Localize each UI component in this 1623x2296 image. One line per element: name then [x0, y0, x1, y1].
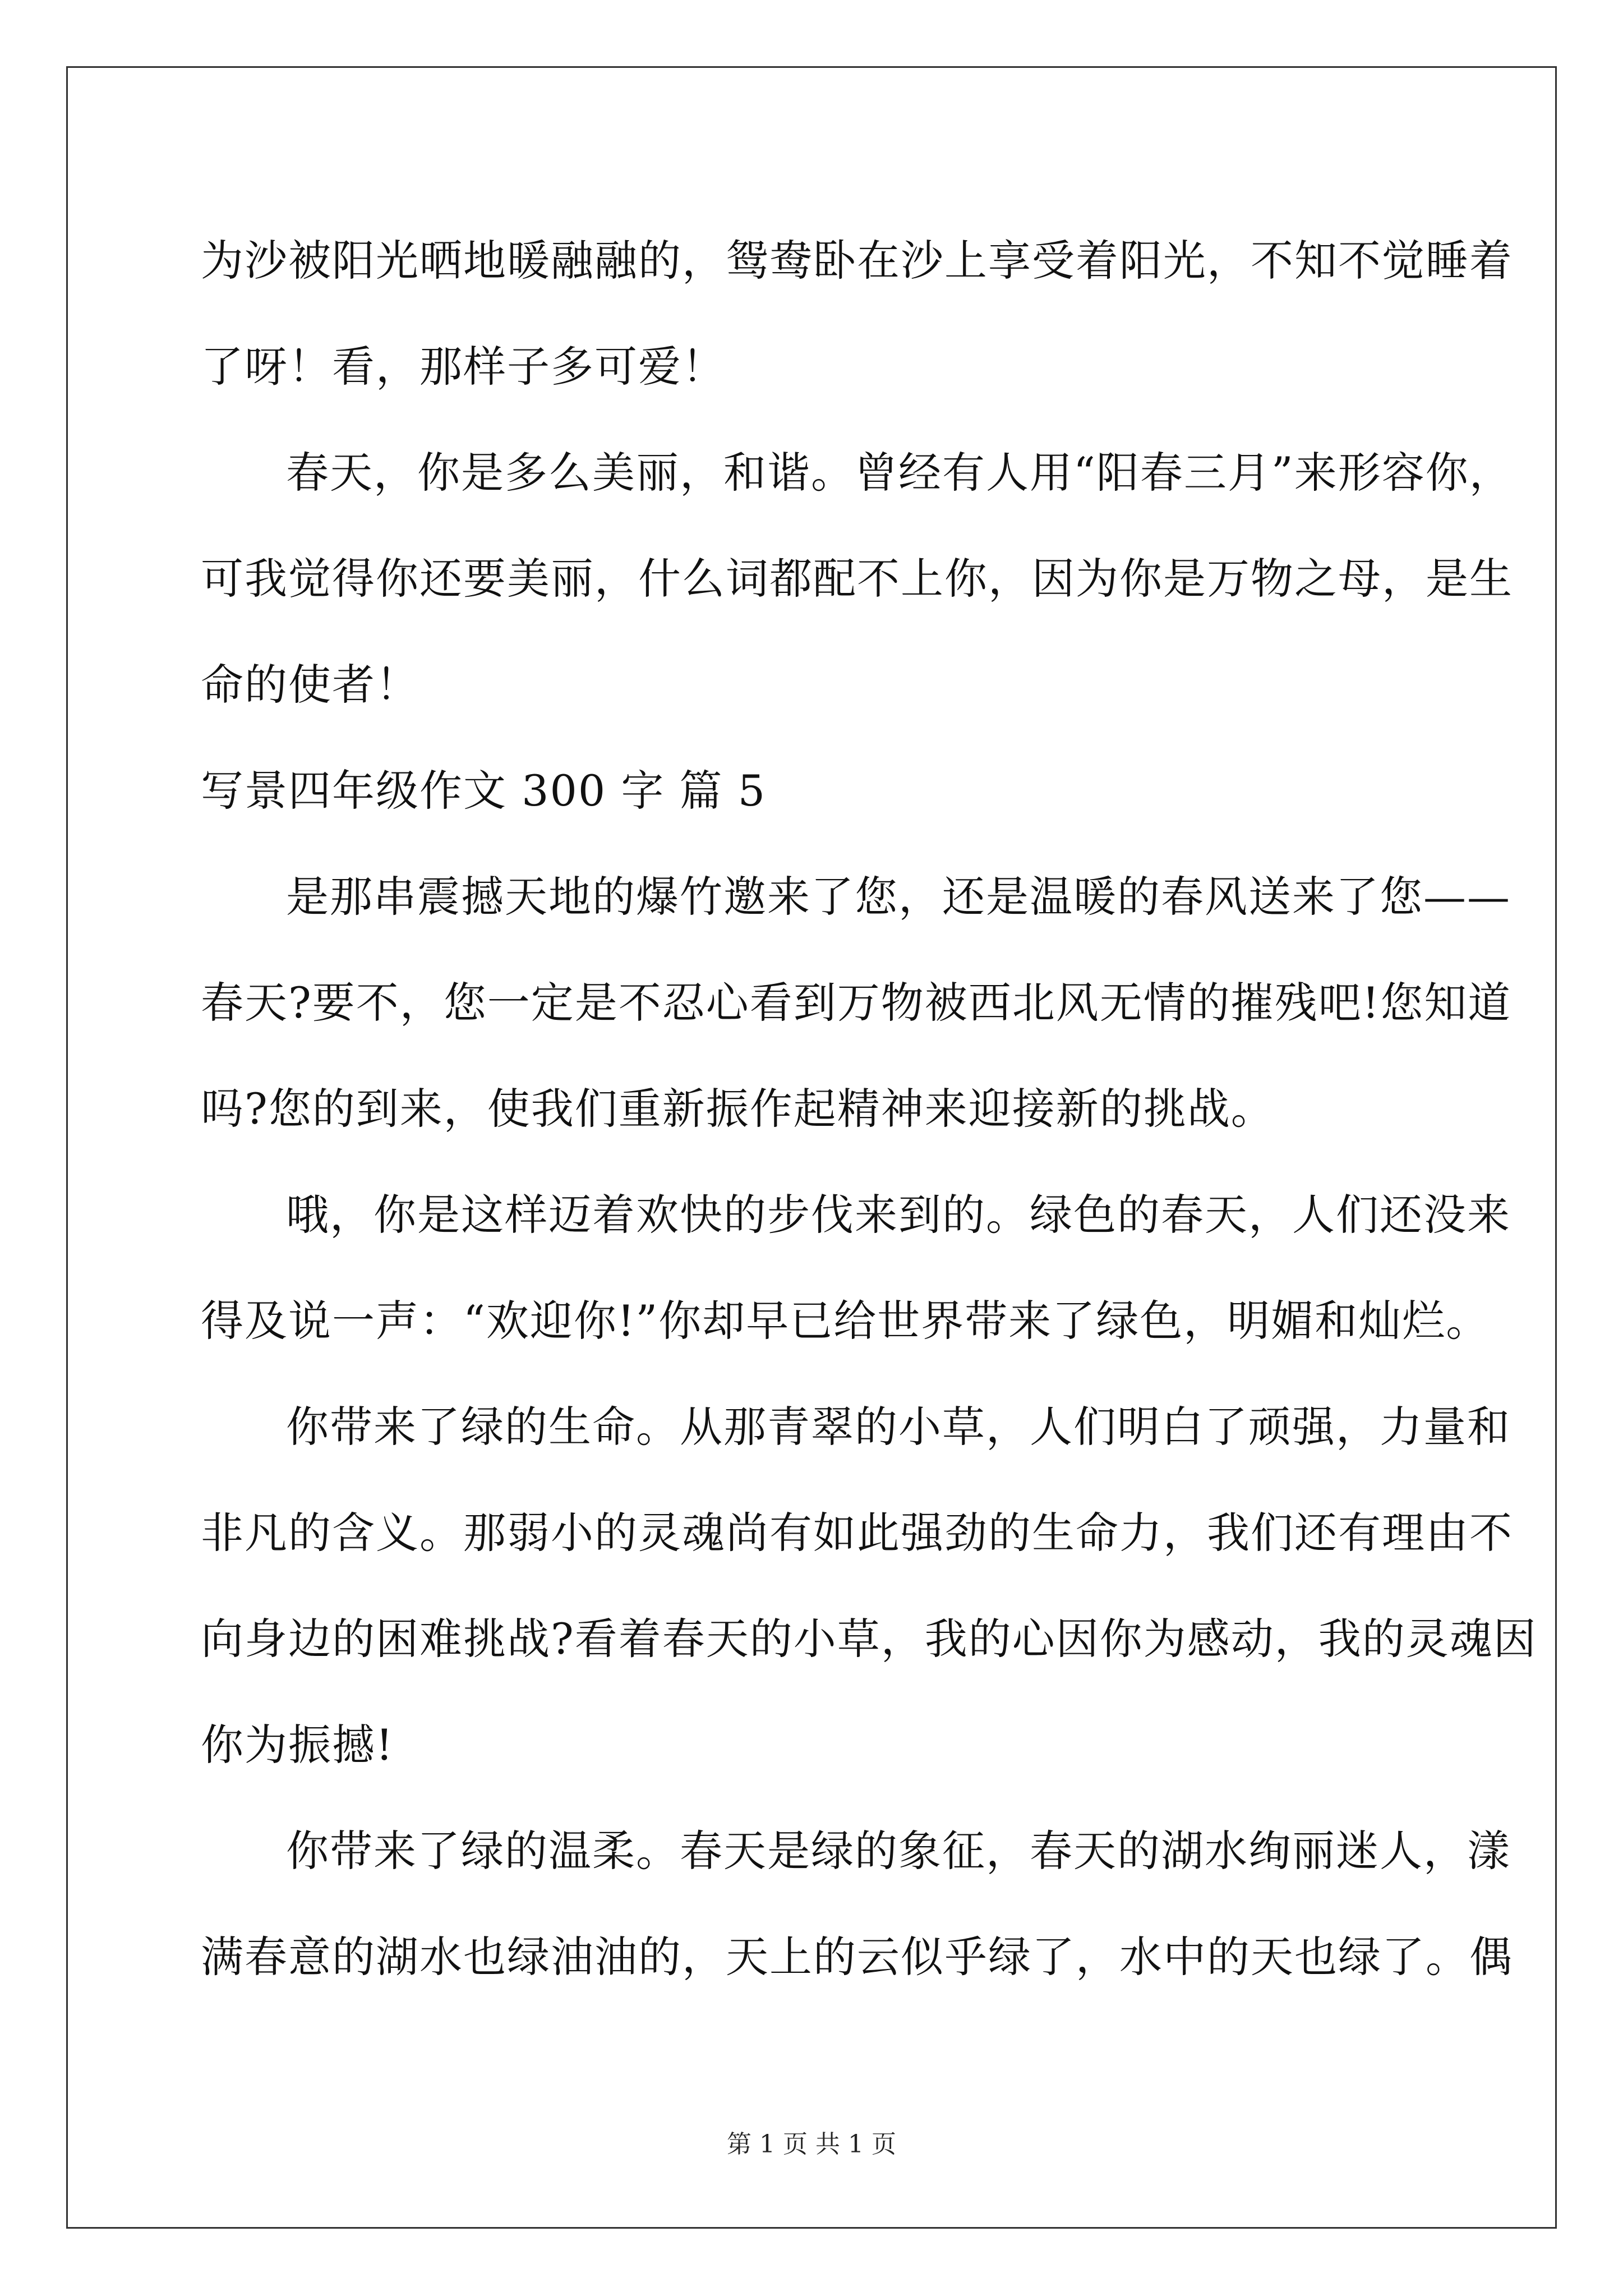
section-heading: 写景四年级作文 300 字 篇 5 [201, 766, 767, 816]
text-line-13: 非凡的含义。那弱小的灵魂尚有如此强劲的生命力，我们还有理由不 [201, 1508, 1513, 1558]
text-line-5: 命的使者！ [201, 660, 419, 710]
text-line-11: 得及说一声：“欢迎你!”你却早已给世界带来了绿色，明媚和灿烂。 [201, 1296, 1490, 1346]
text-line-15: 你为振撼! [201, 1720, 394, 1770]
document-body [201, 208, 1537, 2010]
text-line-12: 你带来了绿的生命。从那青翠的小草，人们明白了顽强，力量和 [286, 1402, 1511, 1452]
text-line-4: 可我觉得你还要美丽，什么词都配不上你，因为你是万物之母，是生 [201, 554, 1513, 604]
text-line-1: 为沙被阳光晒地暖融融的，鸳鸯卧在沙上享受着阳光，不知不觉睡着 [201, 236, 1513, 286]
text-line-17: 满春意的湖水也绿油油的，天上的云似乎绿了，水中的天也绿了。偶 [201, 1932, 1513, 1982]
text-line-2: 了呀！看，那样子多可爱！ [201, 342, 726, 392]
text-line-3: 春天，你是多么美丽，和谐。曾经有人用“阳春三月”来形容你， [286, 448, 1513, 498]
page-footer: 第 1 页 共 1 页 [727, 2130, 896, 2159]
text-line-16: 你带来了绿的温柔。春天是绿的象征，春天的湖水绚丽迷人，漾 [286, 1826, 1511, 1876]
text-line-8: 春天?要不，您一定是不忍心看到万物被西北风无情的摧残吧!您知道 [201, 978, 1512, 1028]
text-line-10: 哦，你是这样迈着欢快的步伐来到的。绿色的春天，人们还没来 [286, 1190, 1511, 1240]
text-line-9: 吗?您的到来，使我们重新振作起精神来迎接新的挑战。 [201, 1084, 1275, 1134]
text-line-14: 向身边的困难挑战?看着春天的小草，我的心因你为感动，我的灵魂因 [201, 1614, 1537, 1664]
text-line-7: 是那串震撼天地的爆竹邀来了您，还是温暖的春风送来了您—— [286, 872, 1511, 922]
